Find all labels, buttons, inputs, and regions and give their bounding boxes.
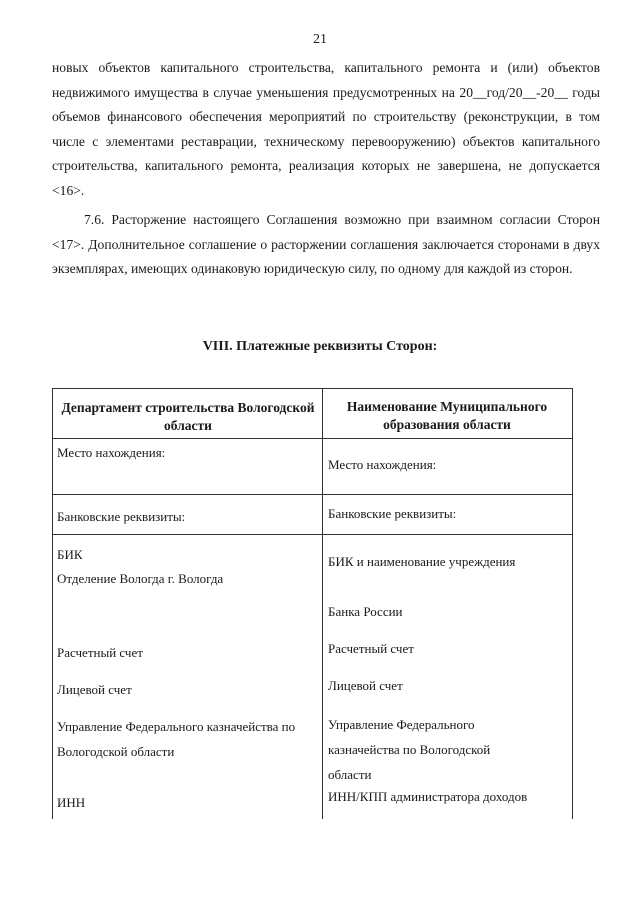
right-bik-label: БИК и наименование учреждения: [328, 554, 516, 569]
left-treasury-label: Управление Федерального казначейства по Вологодской области: [57, 719, 296, 759]
right-personal-account-label: Лицевой счет: [328, 678, 403, 693]
left-location-label: Место нахождения:: [57, 445, 166, 460]
right-bank-russia-label: Банка России: [328, 604, 403, 619]
row-divider: [53, 534, 572, 535]
row-divider: [53, 494, 572, 495]
left-branch-label: Отделение Вологда г. Вологда: [57, 571, 224, 586]
page-number: 21: [313, 32, 327, 47]
right-bank-label: Банковские реквизиты:: [328, 506, 457, 521]
paragraph-restrictions: новых объектов капитального строительства, капитального ремонта и (или) объектов недвижимого имущества в случае уменьшения предусмотренных на 20__год/20__-20__ годы объемов финансового обеспечения мероприятий по строительству (реконструкции, в том числе с элементами реставрации, техническому перевооружению) объектов капитального строительства, капитального ремонта, реализация которых не завершена, не допускается <16>.: [52, 60, 600, 198]
paragraph-termination: 7.6. Расторжение настоящего Соглашения возможно при взаимном согласии Сторон <17>. Дополнительное соглашение о расторжении соглашения заключается сторонами в двух экземплярах, имеющих одинаковую юридическую силу, по одному для каждой из сторон.: [52, 212, 600, 277]
left-personal-account-label: Лицевой счет: [57, 682, 132, 697]
right-settlement-account-label: Расчетный счет: [328, 641, 414, 656]
row-divider: [53, 438, 572, 439]
right-location-label: Место нахождения:: [328, 457, 437, 472]
left-inn-label: ИНН: [57, 795, 86, 810]
left-header: Департамент строительства Вологодской области: [61, 400, 315, 433]
left-bik-label: БИК: [57, 547, 83, 562]
right-treasury-label: Управление Федерального казначейства по Вологодской области: [328, 717, 491, 782]
payment-details-table: [52, 388, 573, 819]
left-settlement-account-label: Расчетный счет: [57, 645, 143, 660]
right-header: Наименование Муниципального образования области: [346, 399, 548, 432]
section-title: VIII. Платежные реквизиты Сторон:: [202, 339, 438, 354]
left-bank-label: Банковские реквизиты:: [57, 509, 186, 524]
column-divider: [322, 389, 323, 819]
right-inn-kpp-label: ИНН/КПП администратора доходов: [328, 789, 528, 804]
